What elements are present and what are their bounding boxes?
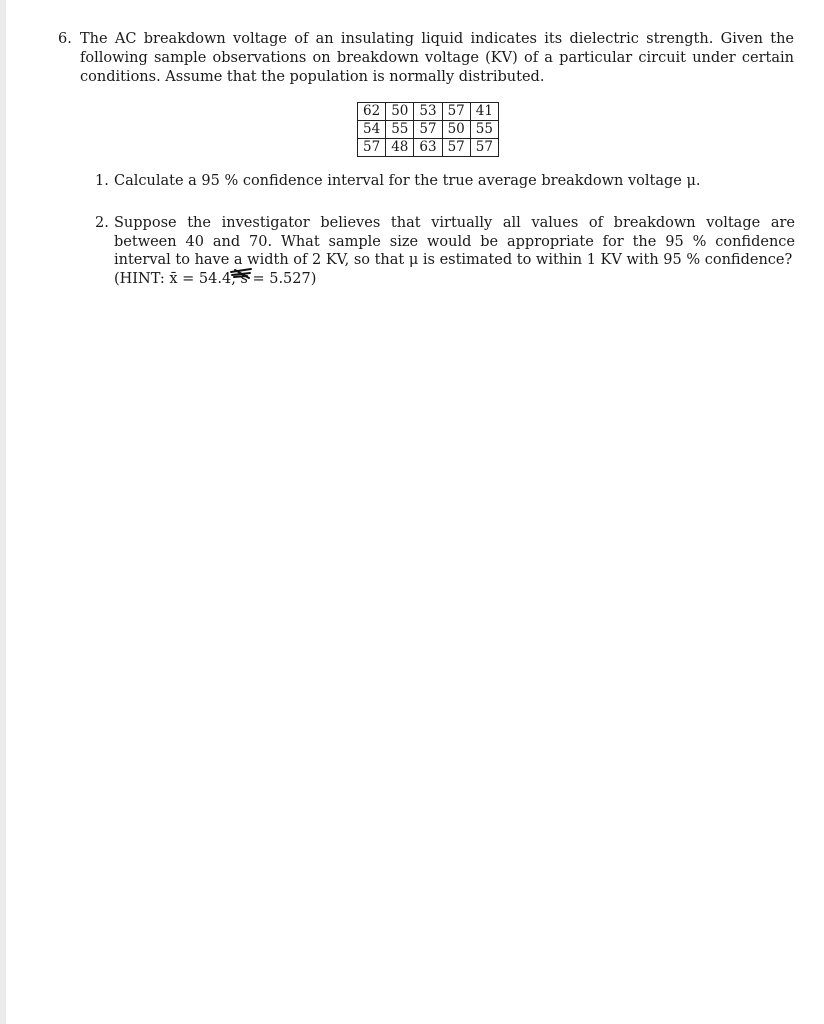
pen-scribble-mark	[229, 267, 255, 281]
question-text: Calculate a 95 % confidence interval for the true average breakdown voltage μ.	[114, 173, 701, 189]
question-2	[95, 214, 795, 288]
table-cell: 48	[386, 139, 414, 157]
table-row	[358, 121, 499, 139]
table-cell: 57	[442, 139, 470, 157]
table-cell: 62	[358, 103, 386, 121]
table-cell: 54	[358, 121, 386, 139]
table-cell: 53	[414, 103, 442, 121]
table-cell: 55	[386, 121, 414, 139]
question-1	[95, 172, 795, 191]
table-cell: 63	[414, 139, 442, 157]
observations-table	[357, 102, 499, 157]
table-cell: 41	[470, 103, 498, 121]
problem-number: 6.	[58, 31, 72, 47]
table-cell: 57	[358, 139, 386, 157]
table-row	[358, 103, 499, 121]
question-number: 1.	[95, 173, 109, 189]
table-cell: 57	[470, 139, 498, 157]
problem-text: The AC breakdown voltage of an insulating liquid indicates its dielectric strength. Given the following sample observations on breakdown voltage (KV) of a particular circuit under certain conditions. Assume that the population is normally distributed.	[80, 31, 794, 85]
table-cell: 55	[470, 121, 498, 139]
table-cell: 50	[442, 121, 470, 139]
problem-statement	[58, 30, 794, 87]
table-cell: 57	[414, 121, 442, 139]
table-cell: 57	[442, 103, 470, 121]
table-row	[358, 139, 499, 157]
question-text: Suppose the investigator believes that virtually all values of breakdown voltage are between 40 and 70. What sample size would be appropriate for the 95 % confidence interval to have a width of 2 KV, so that μ is estimated to within 1 KV with 95 % confidence?	[114, 215, 795, 268]
question-number: 2.	[95, 215, 109, 231]
question-body	[114, 214, 795, 288]
hint-text: (HINT: x̄ = 54.4, s = 5.527)	[114, 270, 317, 287]
table-cell: 50	[386, 103, 414, 121]
